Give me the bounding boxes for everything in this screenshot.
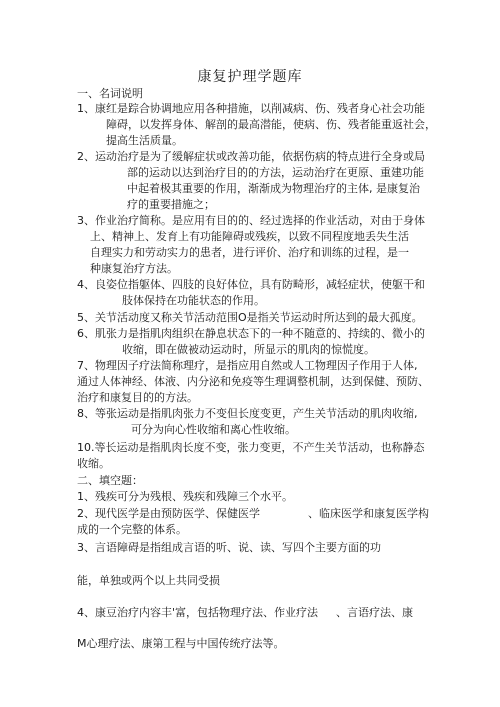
definition-line: 7、物理因子疗法简称理疗，是指应用自然或人工物理因子作用于人体, bbox=[77, 359, 418, 372]
definition-line: 疗的重要措施之； bbox=[127, 198, 215, 211]
question-text: 、言语疗法、康 bbox=[336, 606, 414, 619]
question-line: 3、言语障碍是指组成言语的听、说、读、写四个主要方面的功 bbox=[77, 541, 381, 554]
definition-line: 上、精神上、发育上有功能障碍或残疾，以致不同程度地丢失生活 bbox=[90, 230, 409, 243]
definition-line: 部的运动以达到治疗目的的方法，运动治疗在更原、重建功能 bbox=[127, 166, 424, 179]
definition-line: 1、康红是踪合协调地应用各种措施，以削减病、伤、残者身心社会功能 bbox=[77, 102, 425, 115]
definition-line: 3、作业治疗简称。是应用有目的的、经过选择的作业活动，对由于身体 bbox=[77, 214, 425, 227]
question-line: 成的一个完整的体系。 bbox=[77, 523, 187, 536]
question-line bbox=[77, 506, 429, 521]
document-title: 康复护理学题库 bbox=[197, 69, 303, 85]
question-text: 2、现代医学是由预防医学、保健医学 bbox=[77, 507, 260, 520]
question-text: 、临床医学和康复医学构 bbox=[308, 507, 429, 520]
definition-line: 8、等张运动是指肌肉张力不变但长度变更，产生关节活动的肌肉收缩, bbox=[77, 407, 418, 420]
section-heading-definitions: 一、名词说明 bbox=[77, 87, 143, 100]
definition-line: 治疗和康复目的的方法。 bbox=[77, 391, 198, 404]
question-line: 能，单独或两个以上共同受损 bbox=[77, 574, 220, 587]
definition-line: 4、良姿位指躯体、四肢的良好体位，具有防畸形，减轻症状，使躯干和 bbox=[77, 278, 425, 291]
definition-line: 6、肌张力是指肌肉组织在静息状态下的一种不随意的、持续的、微小的 bbox=[77, 327, 425, 340]
definition-line: 可分为向心性收缩和离心性收缩。 bbox=[131, 423, 296, 436]
question-line bbox=[77, 605, 413, 620]
definition-line: 2、运动治疗是为了缓解症状或改善功能，依据伤病的特点进行全身或局 bbox=[77, 150, 425, 163]
definition-line: 通过人体神经、体液、内分泌和免疫等生理调整机制，达到保健、预防、 bbox=[77, 375, 429, 388]
definition-line: 障碍，以发挥身体、解剖的最高潜能，使病、伤、残者能重返社会， bbox=[106, 118, 436, 131]
definition-line: 5、关节活动度又称关节活动范围O是指关节运动时所达到的最大孤度。 bbox=[77, 311, 423, 324]
question-text: 4、康豆治疗内容丰'富，包括物理疗法、作业疗法 bbox=[77, 606, 319, 619]
definition-line: 肢体保持在功能状态的作用。 bbox=[122, 294, 265, 307]
definition-line: 10.等长运动是指肌肉长度不变，张力变更，不产生关节活动，也称静态 bbox=[77, 441, 425, 454]
definition-line: 自理实力和劳动实力的患者，进行评价、治疗和训练的过程，是一 bbox=[90, 246, 409, 259]
question-line: M心理疗法、康第工程与中国传统疗法等。 bbox=[77, 637, 285, 650]
definition-line: 收缩。 bbox=[77, 457, 110, 470]
definition-line: 提高生活质量。 bbox=[106, 134, 183, 147]
definition-line: 种康复治疗方法。 bbox=[90, 262, 178, 275]
section-heading-fill-in: 二、填空题： bbox=[77, 474, 143, 487]
definition-line: 收缩，即在做被动运动时，所显示的肌肉的惊慌度。 bbox=[122, 343, 375, 356]
definition-line: 中起着极其重要的作用，渐渐成为物理治疗的主体, 是康复治 bbox=[127, 182, 420, 195]
question-line: 1、残疾可分为残根、残疾和残障三个水平。 bbox=[77, 490, 293, 503]
